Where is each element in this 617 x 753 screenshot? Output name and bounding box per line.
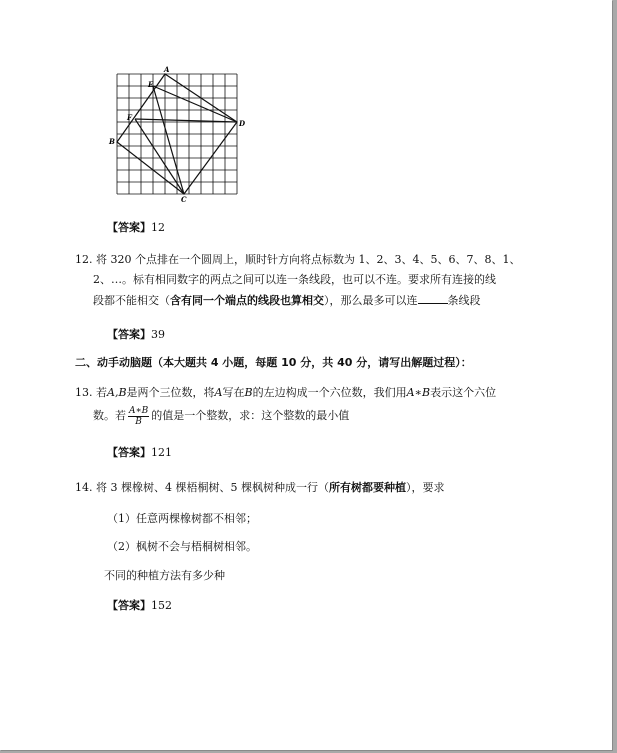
question-text: 数。若 <box>93 409 126 422</box>
math-var: A <box>214 386 223 399</box>
q11-answer <box>107 221 165 235</box>
question-number: 14. <box>75 481 93 494</box>
q12-line2 <box>93 273 496 287</box>
question-text: 2、…。标有相同数字的两点之间可以连一条线段，也可以不连。要求所有连接的线 <box>93 273 496 286</box>
question-text: ），要求 <box>405 481 445 494</box>
section-heading: 二、动手动脑题（本大题共 4 小题，每题 10 分，共 40 分，请写出解题过程）： <box>75 356 472 369</box>
question-number: 13. <box>75 386 93 399</box>
label-F: F <box>127 113 132 122</box>
q12-line3 <box>93 293 481 308</box>
question-text: 的值是一个整数，求：这个整数的最小值 <box>151 409 350 422</box>
q12-line1 <box>75 253 520 267</box>
answer-label: 【答案】 <box>107 221 151 234</box>
q12-answer <box>107 328 165 342</box>
label-A: A <box>164 65 170 74</box>
label-E: E <box>148 80 154 89</box>
question-text: 将 320 个点排在一个圆周上，顺时针方向将点标数为 1、2、3、4、5、6、7、8、1、 <box>96 253 521 266</box>
question-text: 写在 <box>222 386 245 399</box>
q14-line1 <box>75 481 444 495</box>
answer-label: 【答案】 <box>107 446 151 459</box>
answer-value: 39 <box>151 328 165 341</box>
question-number: 12. <box>75 253 93 266</box>
question-text: 将 3 棵橡树、4 棵梧桐树、5 棵枫树种成一行（ <box>96 481 329 494</box>
question-text: 段都不能相交（ <box>93 294 170 307</box>
question-text: 表示这个六位 <box>430 386 497 399</box>
grid-lines <box>117 74 237 194</box>
fraction-denominator: B <box>135 416 142 427</box>
question-text: 若 <box>96 386 107 399</box>
q13-answer <box>107 446 172 460</box>
answer-value: 12 <box>151 221 165 234</box>
emphasis-text: 所有树都要种植 <box>328 481 406 494</box>
math-var: A,B <box>107 386 127 399</box>
q14-condition-1: （1）任意两棵橡树都不相邻； <box>107 512 257 525</box>
fraction-numerator: A∗B <box>129 405 149 416</box>
question-text: ），那么最多可以连 <box>324 294 418 307</box>
q13-line1 <box>75 386 496 400</box>
math-var: B <box>244 386 253 399</box>
q14-condition-2: （2）枫树不会与梧桐树相邻。 <box>107 540 257 553</box>
label-C: C <box>181 195 187 204</box>
label-D: D <box>239 119 246 128</box>
math-expr: A∗B <box>406 386 431 399</box>
grid-square-figure <box>100 62 250 204</box>
answer-value: 152 <box>151 599 172 612</box>
fraction <box>128 406 149 427</box>
answer-label: 【答案】 <box>107 599 151 612</box>
question-text: 是两个三位数，将 <box>126 386 215 399</box>
emphasis-text: 含有同一个端点的线段也算相交 <box>170 294 324 307</box>
label-B: B <box>109 137 115 146</box>
q13-line2 <box>93 405 349 427</box>
answer-label: 【答案】 <box>107 328 151 341</box>
q14-question: 不同的种植方法有多少种 <box>104 569 225 582</box>
answer-blank <box>418 293 448 304</box>
question-text: 条线段 <box>447 294 481 307</box>
answer-value: 121 <box>151 446 172 459</box>
question-text: 的左边构成一个六位数，我们用 <box>252 386 407 399</box>
q14-answer <box>107 599 172 613</box>
